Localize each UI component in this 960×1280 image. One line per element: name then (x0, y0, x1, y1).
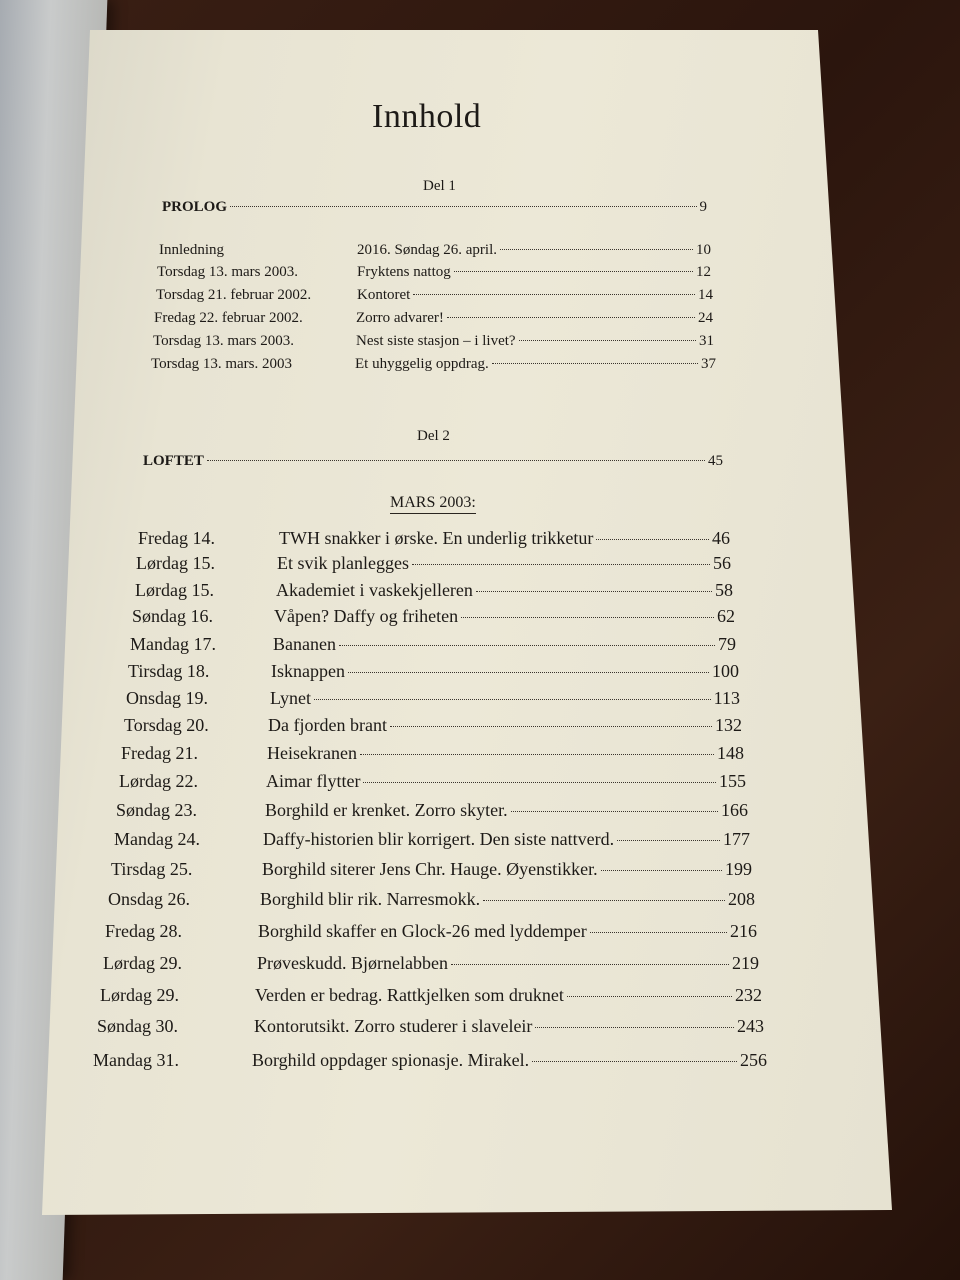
toc-entry (357, 242, 711, 259)
toc-entry (355, 356, 716, 373)
toc-entry-day: Lørdag 29. (103, 953, 182, 973)
leader-dots (511, 811, 718, 812)
toc-entry-title: Bananen (273, 634, 336, 654)
leader-dots (500, 249, 693, 250)
toc-entry-day: Lørdag 15. (135, 580, 214, 600)
leader-dots (339, 645, 715, 646)
section-heading: MARS 2003: (390, 494, 476, 514)
leader-dots (447, 317, 695, 318)
toc-entry-title: Aimar flytter (266, 771, 361, 791)
toc-entry-page: 10 (696, 242, 711, 258)
toc-entry-page: 216 (730, 921, 757, 941)
toc-entry (257, 953, 759, 974)
leader-dots (413, 294, 695, 295)
toc-entry (260, 889, 755, 910)
page-title: Innhold (372, 98, 482, 135)
toc-entry-title: Daffy-historien blir korrigert. Den siste nattverd. (263, 829, 615, 849)
part-1-heading-title: PROLOG (162, 199, 228, 215)
part-2-label: Del 2 (417, 428, 450, 444)
toc-entry-page: 243 (737, 1016, 764, 1036)
toc-entry-day: Torsdag 20. (124, 715, 209, 735)
toc-entry-title: Borghild oppdager spionasje. Mirakel. (252, 1050, 530, 1070)
toc-entry-title: Fryktens nattog (357, 264, 451, 280)
toc-entry-page: 166 (721, 800, 748, 820)
part-1-heading (162, 199, 707, 216)
leader-dots (476, 591, 712, 592)
toc-entry-day: Fredag 28. (105, 921, 182, 941)
leader-dots (567, 996, 732, 997)
leader-dots (535, 1027, 734, 1028)
toc-entry-title: Borghild siterer Jens Chr. Hauge. Øyenstikker. (262, 859, 598, 879)
toc-entry-page: 46 (712, 528, 730, 548)
toc-entry (273, 634, 736, 655)
part-1-label: Del 1 (423, 178, 456, 194)
toc-entry (258, 921, 757, 942)
toc-entry (266, 771, 746, 792)
toc-entry-day: Lørdag 29. (100, 985, 179, 1005)
leader-dots (483, 900, 725, 901)
toc-entry-title: Zorro advarer! (356, 310, 444, 326)
toc-entry-date: Torsdag 21. februar 2002. (156, 287, 312, 303)
toc-entry-page: 56 (713, 553, 731, 573)
toc-entry (277, 553, 731, 574)
toc-entry-title: Lynet (270, 688, 311, 708)
toc-entry-title: Et uhyggelig oppdrag. (355, 356, 489, 372)
toc-entry-day: Tirsdag 25. (111, 859, 193, 879)
leader-dots (492, 363, 698, 364)
toc-entry (356, 333, 714, 350)
leader-dots (461, 617, 714, 618)
toc-entry (255, 985, 762, 1006)
toc-entry-date: Innledning (159, 242, 224, 258)
toc-entry-page: 14 (698, 287, 713, 303)
toc-entry-date: Fredag 22. februar 2002. (154, 310, 303, 326)
toc-entry-title: Heisekranen (267, 743, 357, 763)
toc-entry (262, 859, 752, 880)
leader-dots (601, 870, 722, 871)
toc-entry-day: Mandag 17. (130, 634, 216, 654)
toc-entry-title: Da fjorden brant (268, 715, 387, 735)
leader-dots (230, 206, 696, 207)
toc-entry-page: 79 (718, 634, 736, 654)
toc-entry (267, 743, 744, 764)
part-2-heading-page: 45 (708, 453, 723, 469)
toc-entry (274, 606, 735, 627)
leader-dots (363, 782, 716, 783)
toc-entry-title: Akademiet i vaskekjelleren (276, 580, 473, 600)
leader-dots (314, 699, 711, 700)
toc-entry-title: Prøveskudd. Bjørnelabben (257, 953, 448, 973)
toc-entry-page: 113 (713, 688, 740, 708)
toc-entry-day: Lørdag 22. (119, 771, 198, 791)
toc-entry-title: Nest siste stasjon – i livet? (356, 333, 516, 349)
toc-entry-day: Tirsdag 18. (128, 661, 210, 681)
toc-entry-page: 132 (715, 715, 742, 735)
toc-entry (270, 688, 740, 709)
leader-dots (207, 460, 705, 461)
toc-entry-day: Mandag 31. (93, 1050, 179, 1070)
toc-entry-date: Torsdag 13. mars 2003. (157, 264, 299, 280)
toc-entry-day: Lørdag 15. (136, 553, 215, 573)
toc-entry-page: 37 (701, 356, 716, 372)
toc-entry-page: 62 (717, 606, 735, 626)
toc-entry (271, 661, 739, 682)
toc-entry-title: Borghild blir rik. Narresmokk. (260, 889, 481, 909)
toc-entry-day: Onsdag 19. (126, 688, 208, 708)
toc-entry (268, 715, 742, 736)
toc-entry-day: Søndag 23. (116, 800, 197, 820)
toc-entry (276, 580, 733, 601)
leader-dots (590, 932, 727, 933)
toc-entry-day: Fredag 14. (138, 528, 215, 548)
toc-entry-day: Søndag 30. (97, 1016, 178, 1036)
toc-entry-title: Verden er bedrag. Rattkjelken som druknet (255, 985, 564, 1005)
toc-entry-page: 58 (715, 580, 733, 600)
toc-entry-day: Mandag 24. (114, 829, 200, 849)
leader-dots (390, 726, 712, 727)
toc-entry-title: Et svik planlegges (277, 553, 409, 573)
leader-dots (348, 672, 709, 673)
toc-entry-date: Torsdag 13. mars 2003. (153, 333, 295, 349)
toc-entry-title: Kontorutsikt. Zorro studerer i slaveleir (254, 1016, 533, 1036)
toc-entry-page: 148 (717, 743, 744, 763)
part-2-heading (143, 453, 723, 470)
toc-entry-page: 24 (698, 310, 713, 326)
toc-entry-title: Isknappen (271, 661, 345, 681)
leader-dots (412, 564, 710, 565)
toc-entry-title: Borghild skaffer en Glock-26 med lyddemper (258, 921, 587, 941)
toc-entry (263, 829, 750, 850)
toc-entry (252, 1050, 767, 1071)
leader-dots (451, 964, 729, 965)
toc-entry (254, 1016, 764, 1037)
toc-entry-title: Borghild er krenket. Zorro skyter. (265, 800, 508, 820)
toc-entry-page: 208 (728, 889, 755, 909)
toc-entry-date: Torsdag 13. mars. 2003 (151, 356, 293, 372)
toc-entry-page: 12 (696, 264, 711, 280)
toc-entry-page: 232 (735, 985, 762, 1005)
leader-dots (360, 754, 714, 755)
toc-entry-page: 31 (699, 333, 714, 349)
toc-entry-day: Søndag 16. (132, 606, 213, 626)
part-1-heading-page: 9 (699, 199, 707, 215)
toc-entry-page: 219 (732, 953, 759, 973)
toc-entry-page: 199 (725, 859, 752, 879)
toc-entry-title: 2016. Søndag 26. april. (357, 242, 497, 258)
toc-entry-title: Våpen? Daffy og friheten (274, 606, 459, 626)
toc-entry-title: TWH snakker i ørske. En underlig trikketur (279, 528, 594, 548)
part-2-heading-title: LOFTET (143, 453, 204, 469)
toc-entry (279, 528, 730, 549)
toc-entry-page: 177 (723, 829, 750, 849)
toc-entry (265, 800, 748, 821)
leader-dots (454, 271, 693, 272)
leader-dots (617, 840, 720, 841)
toc-entry (357, 287, 713, 304)
leader-dots (596, 539, 709, 540)
leader-dots (519, 340, 696, 341)
toc-entry-page: 100 (712, 661, 739, 681)
leader-dots (532, 1061, 737, 1062)
toc-entry-page: 155 (719, 771, 746, 791)
toc-entry-page: 256 (740, 1050, 767, 1070)
toc-entry (356, 310, 713, 327)
toc-entry-title: Kontoret (357, 287, 411, 303)
toc-entry (357, 264, 711, 281)
toc-entry-day: Fredag 21. (121, 743, 198, 763)
toc-entry-day: Onsdag 26. (108, 889, 190, 909)
